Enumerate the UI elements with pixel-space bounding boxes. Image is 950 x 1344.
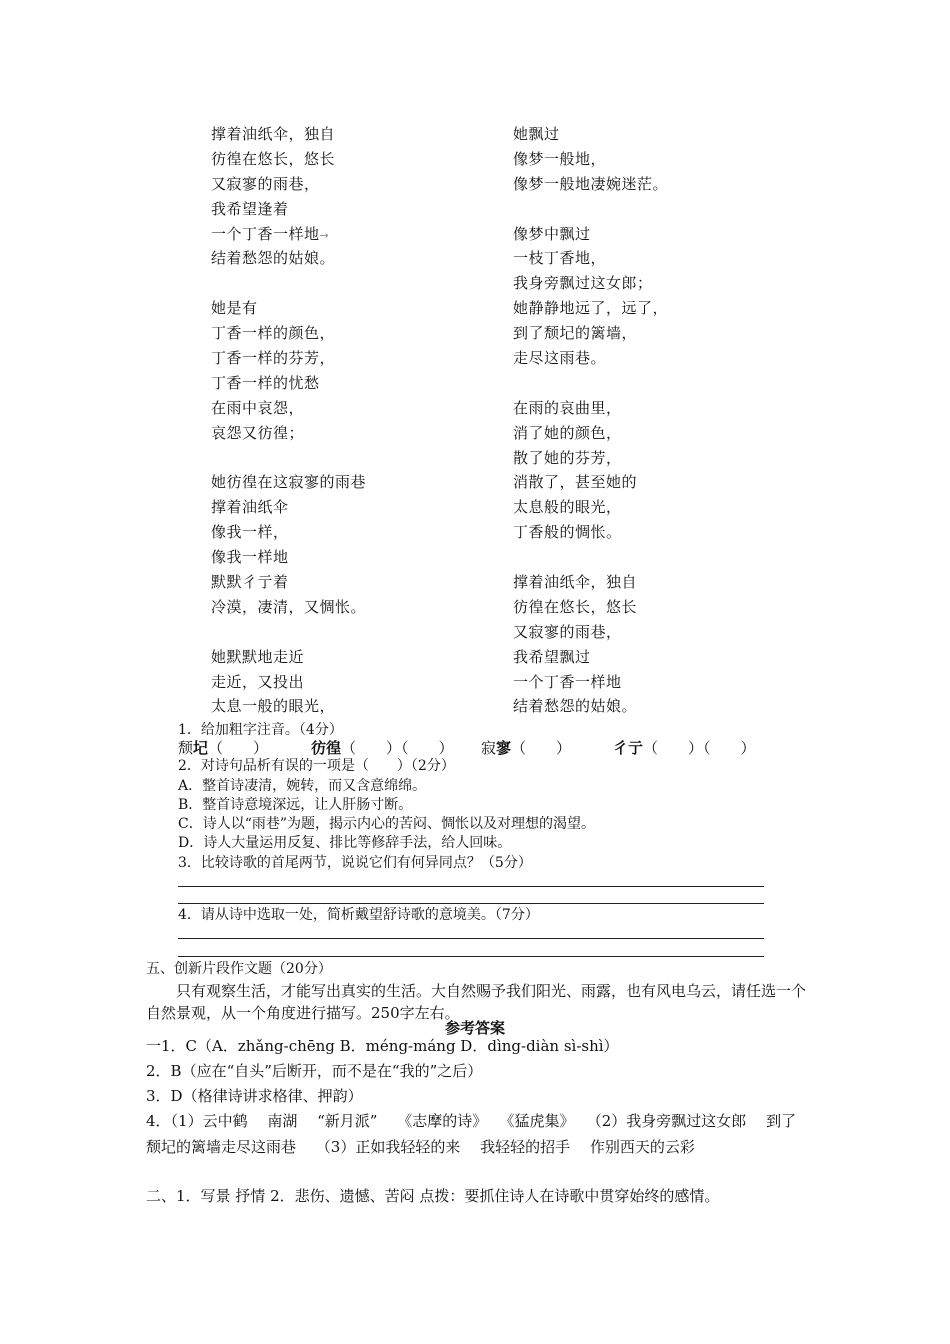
poem-line: 彷徨在悠长，悠长 [513, 597, 638, 616]
answers-title: 参考答案 [444, 1019, 505, 1037]
answer-line[interactable] [178, 903, 764, 904]
option-d: D．诗人大量运用反复、排比等修辞手法，给人回味。 [178, 835, 512, 851]
poem-line: 哀怨又彷徨； [211, 423, 305, 442]
poem-line: 一枝丁香地， [513, 249, 607, 268]
answer-line[interactable] [178, 956, 764, 957]
poem-line: 撑着油纸伞，独自 [513, 573, 638, 592]
answer-line[interactable] [178, 886, 764, 887]
poem-line: 像梦一般地凄婉迷茫。 [513, 174, 669, 193]
poem-line: 结着愁怨的姑娘。 [513, 697, 638, 716]
poem-line: 一个丁香一样地→ [211, 224, 330, 243]
answer-line-4: 4．（1）云中鹤 南湖 “新月派” 《志摩的诗》 《猛虎集》 （2）我身旁飘过这女郎 到了颓圮的篱墙走尽这雨巷 （3）正如我轻轻的来 我轻轻的招手 作别西天的云彩 [146, 1112, 797, 1156]
poem-line [211, 446, 511, 471]
poem-right-column [513, 122, 813, 719]
poem-line: 走近，又投出 [211, 672, 305, 691]
section-5-title: 五、创新片段作文题（20分） [146, 961, 332, 977]
poem-line: 又寂寥的雨巷， [513, 622, 622, 641]
option-a: A．整首诗凄清，婉转，而又含意绵绵。 [178, 778, 427, 794]
poem-line: 她彷徨在这寂寥的雨巷 [211, 473, 367, 492]
question-3: 3．比较诗歌的首尾两节，说说它们有何异同点？（5分） [178, 855, 532, 871]
poem-line: 在雨中哀怨， [211, 398, 305, 417]
poem-line: 丁香一样的芬芳， [211, 349, 336, 368]
arrow-icon: → [319, 228, 330, 242]
question-2: 2．对诗句品析有误的一项是（ ）（2分） [178, 758, 455, 774]
poem-line: 撑着油纸伞 [211, 498, 289, 517]
section-5-body: 只有观察生活，才能写出真实的生活。大自然赐予我们阳光、雨露，也有风电乌云，请任选一个自然景观，从一个角度进行描写。250字左右。 [146, 982, 807, 1022]
poem-line: 像我一样， [211, 523, 289, 542]
poem-line: 到了颓圮的篱墙， [513, 324, 638, 343]
question-1: 1．给加粗字注音。（4分） [178, 722, 343, 738]
poem-line: 一个丁香一样地 [513, 672, 622, 691]
poem-line: 散了她的芬芳， [513, 448, 622, 467]
poem-line: 丁香一样的忧愁 [211, 373, 320, 392]
poem-line: 她是有 [211, 299, 258, 318]
poem-line: 她静静地远了，远了， [513, 299, 669, 318]
poem-line [513, 197, 813, 222]
poem-line: 彷徨在悠长，悠长 [211, 149, 336, 168]
answer-line-1: 一1．C（A．zhǎng-chēng B．méng-máng D．dìng-diàn sì-shì） [146, 1037, 619, 1055]
poem-line [211, 620, 511, 645]
answer-line-2: 2．B（应在“自头”后断开，而不是在“我的”之后） [146, 1062, 483, 1080]
poem-line: 又寂寥的雨巷， [211, 174, 320, 193]
pinyin-item-tuipi: 颓圮（ ） [178, 739, 269, 757]
answer-line-5: 二、1．写景 抒情 2．悲伤、遗憾、苦闷 点拨：要抓住诗人在诗歌中贯穿始终的感情。 [146, 1187, 720, 1205]
poem-line: 结着愁怨的姑娘。 [211, 249, 336, 268]
poem-line: 丁香般的惆怅。 [513, 523, 622, 542]
poem-line: 她飘过 [513, 125, 560, 143]
question-4: 4．请从诗中选取一处，简析戴望舒诗歌的意境美。（7分） [178, 907, 539, 923]
answer-line-3: 3．D（格律诗讲求格律、押韵） [146, 1087, 363, 1105]
poem-line: 消了她的颜色， [513, 423, 622, 442]
poem-line: 走尽这雨巷。 [513, 349, 607, 368]
poem-line [513, 371, 813, 396]
poem-left-column [211, 122, 511, 719]
pinyin-item-chichu: 彳亍（ ）（ ） [613, 739, 756, 757]
poem-line: 消散了，甚至她的 [513, 473, 638, 492]
poem-line: 我希望逢着 [211, 199, 289, 218]
poem-line: 默默彳亍着 [211, 573, 289, 592]
poem-line [211, 271, 511, 296]
pinyin-item-jiliao: 寂寥（ ） [481, 739, 572, 757]
poem-line: 像梦一般地， [513, 149, 607, 168]
poem-line: 她默默地走近 [211, 647, 305, 666]
poem-line: 我身旁飘过这女郎； [513, 274, 653, 293]
poem-line: 冷漠，凄清，又惆怅。 [211, 597, 367, 616]
answer-line[interactable] [178, 938, 764, 939]
poem-line [513, 545, 813, 570]
poem-line: 像梦中飘过 [513, 224, 591, 243]
poem-line: 在雨的哀曲里， [513, 398, 622, 417]
poem-line: 太息一般的眼光， [211, 697, 336, 716]
pinyin-item-panghuang: 彷徨（ ）（ ） [311, 739, 454, 757]
poem-line: 太息般的眼光， [513, 498, 622, 517]
poem-line: 像我一样地 [211, 548, 289, 567]
pinyin-blanks-row [178, 739, 756, 757]
option-c: C．诗人以“雨巷”为题，揭示内心的苦闷、惆怅以及对理想的渴望。 [178, 816, 596, 832]
option-b: B．整首诗意境深远，让人肝肠寸断。 [178, 797, 413, 813]
poem-line: 我希望飘过 [513, 647, 591, 666]
poem-line: 丁香一样的颜色， [211, 324, 336, 343]
poem-line: 撑着油纸伞，独自 [211, 125, 336, 143]
